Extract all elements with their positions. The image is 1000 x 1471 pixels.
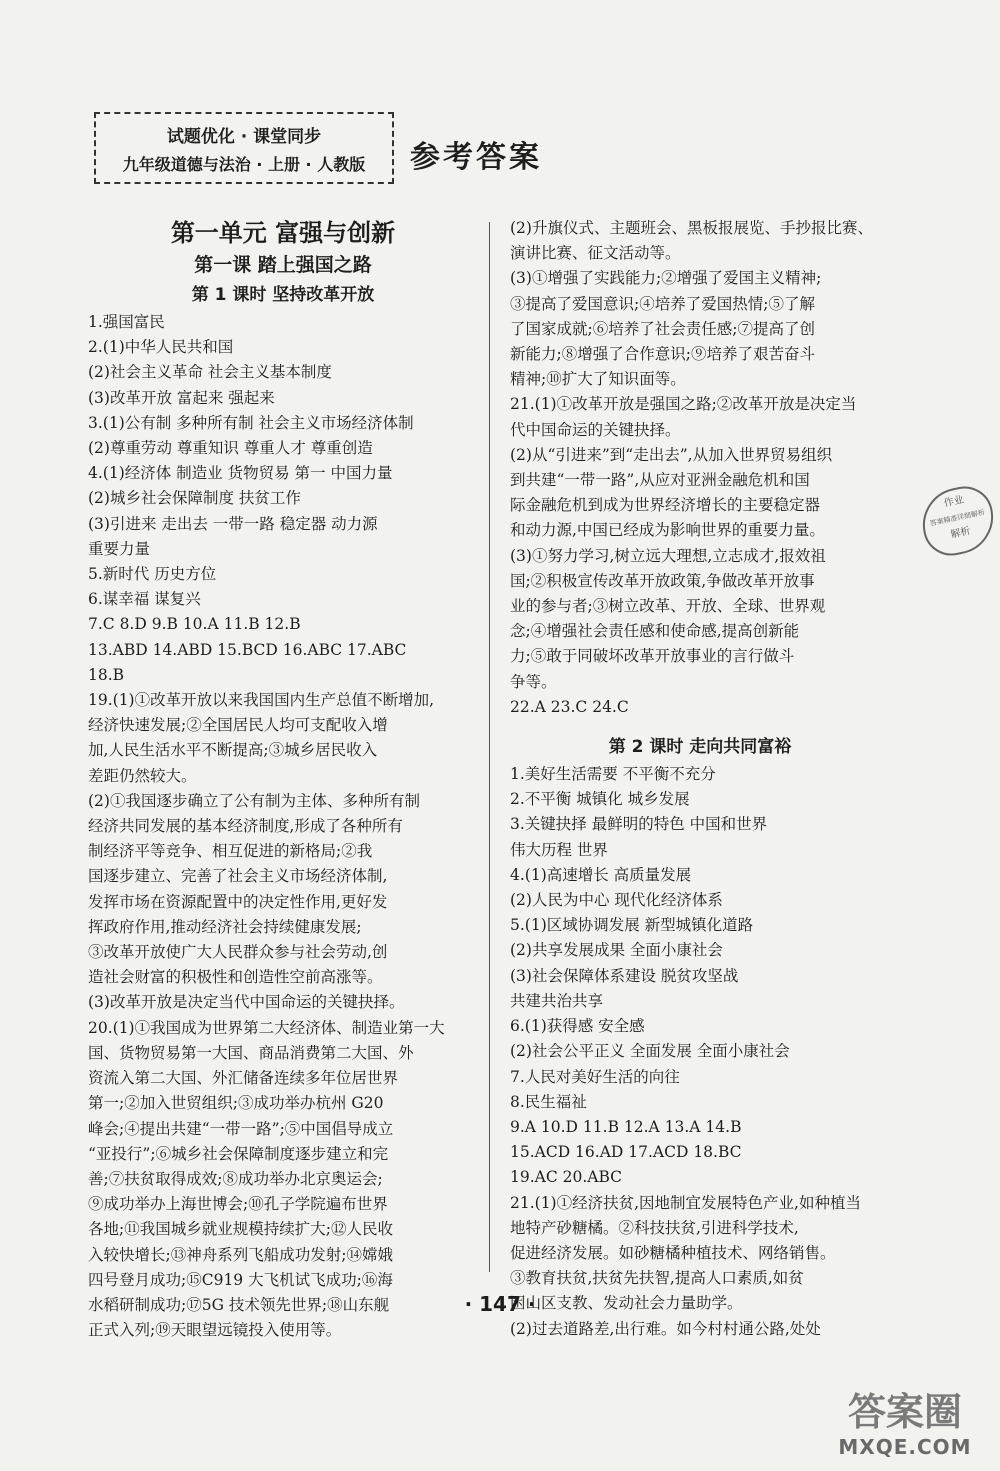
answer-line: (2)人民为中心 现代化经济体系 [510,891,723,910]
answer-line: 资流入第二大国、外汇储备连续多年位居世界 [88,1069,399,1088]
answer-line: 挥政府作用,推动经济社会持续健康发展; [88,917,362,936]
answer-line: 13.ABD 14.ABD 15.BCD 16.ABC 17.ABC [88,640,407,659]
answer-line: 20.(1)①我国成为世界第二大经济体、制造业第一大 [88,1018,445,1037]
answer-line: 8.民生福祉 [510,1092,587,1111]
answer-line: 15.ACD 16.AD 17.ACD 18.BC [510,1143,742,1162]
answer-line: 7.人民对美好生活的向往 [510,1067,680,1086]
section-heading: 第一课 踏上强国之路 [194,254,372,276]
answer-line: 演讲比赛、征文活动等。 [510,244,681,263]
answer-line: 加,人民生活水平不断提高;③城乡居民收入 [88,741,378,760]
answer-line: 正式入列;⑲天眼望远镜投入使用等。 [88,1321,342,1340]
answer-line: 2.(1)中华人民共和国 [88,338,234,357]
watermark-logo-text: 答案圈 [847,1390,963,1434]
answer-line: 2.不平衡 城镇化 城乡发展 [510,790,690,809]
answer-line: 重要力量 [88,539,151,558]
answer-line: 第一;②加入世贸组织;③成功举办杭州 G20 [88,1094,384,1113]
answer-line: ⑨成功举办上海世博会;⑩孔子学院遍布世界 [88,1195,388,1214]
answer-line: (2)①我国逐步确立了公有制为主体、多种所有制 [88,791,420,810]
answer-line: ③提高了爱国意识;④培养了爱国热情;⑤了解 [510,294,815,313]
answer-line: 国;②积极宣传改革开放政策,争做改革开放事 [510,571,815,590]
answer-line: (2)尊重劳动 尊重知识 尊重人才 尊重创造 [88,439,373,458]
answer-line: (3)①努力学习,树立远大理想,立志成才,报效祖 [510,546,826,565]
answer-line: “亚投行”;⑥城乡社会保障制度逐步建立和完 [88,1144,389,1163]
answer-line: (3)社会保障体系建设 脱贫攻坚战 [510,966,739,985]
stamp-text-1: 作业 [943,494,965,510]
right-column [510,216,890,1342]
answer-line: 精神;⑩扩大了知识面等。 [510,370,686,389]
answer-line: (3)改革开放是决定当代中国命运的关键抉择。 [88,993,405,1012]
answer-line: 5.新时代 历史方位 [88,565,217,584]
answer-line: (2)从“引进来”到“走出去”,从加入世界贸易组织 [510,445,833,464]
answer-line: 6.(1)获得感 安全感 [510,1017,645,1036]
answer-line: (2)城乡社会保障制度 扶贫工作 [88,489,301,508]
answer-line: (2)过去道路差,出行难。如今村村通公路,处处 [510,1319,821,1338]
answer-line: 经济快速发展;②全国居民人均可支配收入增 [88,716,388,735]
answer-line: 促进经济发展。如砂糖橘种植技术、网络销售。 [510,1243,836,1262]
stamp-text-2: 答案精准详细解析 [929,508,986,528]
answer-line: 差距仍然较大。 [88,766,197,785]
answer-line: (3)引进来 走出去 一带一路 稳定器 动力源 [88,514,378,533]
spacer [510,720,890,732]
answer-line: 造社会财富的积极性和创造性空前高涨等。 [88,968,383,987]
answer-line: (2)升旗仪式、主题班会、黑板报展览、手抄报比赛、 [510,219,873,237]
answer-line: 3.关键抉择 最鲜明的特色 中国和世界 [510,815,768,834]
answer-line: 21.(1)①改革开放是强国之路;②改革开放是决定当 [510,395,857,414]
answer-line: 代中国命运的关键抉择。 [510,420,681,439]
answer-line: 和动力源,中国已经成为影响世界的重要力量。 [510,521,825,540]
answer-line: (3)改革开放 富起来 强起来 [88,388,275,407]
answer-line: 6.谋幸福 谋复兴 [88,590,201,609]
answer-line: 善;⑦扶贫取得成效;⑧成功举办北京奥运会; [88,1169,383,1188]
answer-line: 共建共治共享 [510,991,604,1010]
answer-line: 地特产砂糖橘。②科技扶贫,引进科学技术, [510,1218,799,1237]
answer-line: 念;④增强社会责任感和使命感,提高创新能 [510,622,800,641]
answer-line: 经济共同发展的基本经济制度,形成了各种所有 [88,817,403,836]
stamp-seal [916,481,1000,561]
answer-line: 3.(1)公有制 多种所有制 社会主义市场经济体制 [88,413,414,432]
series-line-1: 试题优化 · 课堂同步 [166,127,322,147]
answer-line: 新能力;⑧增强了合作意识;⑨培养了艰苦奋斗 [510,345,815,364]
answer-line: 了国家成就;⑥培养了社会责任感;⑦提高了创 [510,319,815,338]
answer-line: 22.A 23.C 24.C [510,697,629,716]
answer-line: 4.(1)经济体 制造业 货物贸易 第一 中国力量 [88,464,393,483]
answer-line: 5.(1)区域协调发展 新型城镇化道路 [510,916,754,935]
answer-line: 到共建“一带一路”,从应对亚洲金融危机和国 [510,471,810,490]
answer-line: 19.AC 20.ABC [510,1168,623,1187]
answer-line: 四号登月成功;⑮C919 大飞机试飞成功;⑯海 [88,1270,393,1289]
section-heading: 第 1 课时 坚持改革开放 [191,285,375,305]
answer-line: 际金融危机到成为世界经济增长的主要稳定器 [510,496,821,515]
watermark-url: MXQE.COM [838,1435,972,1459]
answer-line: 4.(1)高速增长 高质量发展 [510,865,692,884]
watermark-logo [820,1385,990,1465]
answer-line: ③改革开放使广大人民群众参与社会劳动,创 [88,943,388,962]
section-heading: 第 2 课时 走向共同富裕 [608,737,792,758]
answer-line: 争等。 [510,672,557,691]
answer-line: 伟大历程 世界 [510,840,608,859]
stamp-text-3: 解析 [949,525,972,541]
page-title: 参考答案 [410,140,542,175]
series-banner [94,112,394,184]
answer-line: 发挥市场在资源配置中的决定性作用,更好发 [88,892,388,911]
answer-line: 力;⑤敢于同破坏改革开放事业的言行做斗 [510,647,795,666]
answer-line: 18.B [88,665,125,684]
answer-line: (2)共享发展成果 全面小康社会 [510,941,723,960]
answer-line: 困山区支教、发动社会力量助学。 [510,1294,743,1313]
answer-line: 国逐步建立、完善了社会主义市场经济体制, [88,867,388,886]
answer-line: 国、货物贸易第一大国、商品消费第二大国、外 [88,1043,414,1062]
answer-line: 7.C 8.D 9.B 10.A 11.B 12.B [88,615,301,634]
answer-line: 1.美好生活需要 不平衡不充分 [510,765,716,784]
column-divider [489,222,490,1272]
watermark-graphic [820,1385,990,1435]
answer-line: 业的参与者;③树立改革、开放、全球、世界观 [510,597,826,616]
answer-line: 各地;⑪我国城乡就业规模持续扩大;⑫人民收 [88,1220,393,1239]
left-column [88,216,478,1343]
answer-line: 峰会;④提出共建“一带一路”;⑤中国倡导成立 [88,1119,394,1138]
answer-line: (3)①增强了实践能力;②增强了爱国主义精神; [510,269,822,288]
answer-line: 水稻研制成功;⑰5G 技术领先世界;⑱山东舰 [88,1295,390,1314]
page-number: · 147 · [464,1292,536,1316]
answer-line: 9.A 10.D 11.B 12.A 13.A 14.B [510,1117,742,1136]
answer-line: 19.(1)①改革开放以来我国国内生产总值不断增加, [88,691,435,710]
answer-line: 1.强国富民 [88,313,165,331]
answer-line: (2)社会主义革命 社会主义基本制度 [88,363,332,382]
answer-line: ③教育扶贫,扶贫先扶智,提高人口素质,如贫 [510,1269,804,1288]
section-heading: 第一单元 富强与创新 [170,219,396,247]
series-line-2: 九年级道德与法治 · 上册 · 人教版 [122,155,366,174]
answer-line: (2)社会公平正义 全面发展 全面小康社会 [510,1042,790,1061]
answer-line: 21.(1)①经济扶贫,因地制宜发展特色产业,如种植当 [510,1193,861,1212]
answer-line: 制经济平等竞争、相互促进的新格局;②我 [88,842,373,861]
answer-line: 入较快增长;⑬神舟系列飞船成功发射;⑭嫦娥 [88,1245,393,1264]
